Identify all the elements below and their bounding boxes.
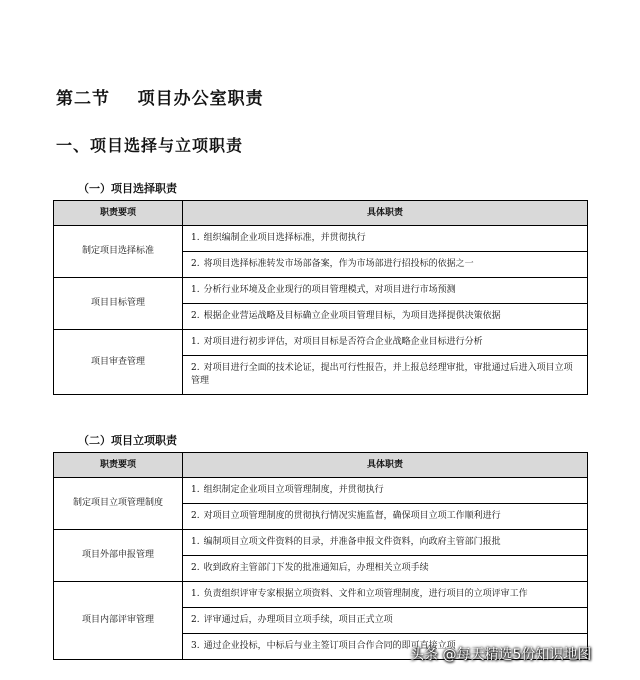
chapter-title: 一、项目选择与立项职责 bbox=[56, 136, 244, 155]
table-row bbox=[54, 530, 588, 556]
duty-category: 制定项目选择标准 bbox=[54, 226, 183, 278]
item-number: 1. bbox=[191, 485, 200, 495]
item-text: 编制项目立项文件资料的目录，并准备申报文件资料，向政府主管部门报批 bbox=[203, 537, 501, 547]
duty-category: 项目内部评审管理 bbox=[54, 582, 183, 660]
table-row bbox=[54, 582, 588, 608]
item-number: 1. bbox=[191, 337, 200, 347]
table-row bbox=[54, 330, 588, 356]
table-2-subtitle: （二）项目立项职责 bbox=[78, 434, 177, 447]
item-text: 组织编制企业项目选择标准，并贯彻执行 bbox=[203, 233, 366, 243]
duty-item bbox=[183, 278, 588, 304]
table-header-row bbox=[54, 453, 588, 478]
item-text: 对项目立项管理制度的贯彻执行情况实施监督，确保项目立项工作顺利进行 bbox=[203, 511, 501, 521]
item-number: 1. bbox=[191, 589, 200, 599]
item-text: 评审通过后，办理项目立项手续，项目正式立项 bbox=[203, 615, 393, 625]
duty-category: 项目审查管理 bbox=[54, 330, 183, 395]
table-row bbox=[54, 278, 588, 304]
watermark: 头条 @每天精选5份知识地图 bbox=[410, 647, 592, 663]
item-text: 对项目进行初步评估，对项目目标是否符合企业战略企业目标进行分析 bbox=[203, 337, 483, 347]
duty-category: 项目目标管理 bbox=[54, 278, 183, 330]
item-number: 2. bbox=[191, 563, 200, 573]
table-row bbox=[54, 226, 588, 252]
item-text: 收到政府主管部门下发的批准通知后，办理相关立项手续 bbox=[203, 563, 429, 573]
table-1-subtitle: （一）项目选择职责 bbox=[78, 182, 177, 195]
item-number: 1. bbox=[191, 537, 200, 547]
header-duty-detail: 具体职责 bbox=[183, 201, 588, 226]
item-text: 负责组织评审专家根据立项资料、文件和立项管理制度，进行项目的立项评审工作 bbox=[203, 589, 528, 599]
header-duty-item: 职责要项 bbox=[54, 453, 183, 478]
duty-item bbox=[183, 252, 588, 278]
table-row bbox=[54, 478, 588, 504]
header-duty-item: 职责要项 bbox=[54, 201, 183, 226]
duty-item bbox=[183, 556, 588, 582]
duty-item bbox=[183, 530, 588, 556]
duty-item bbox=[183, 356, 588, 395]
item-number: 2. bbox=[191, 511, 200, 521]
duty-item bbox=[183, 304, 588, 330]
item-number: 1. bbox=[191, 285, 200, 295]
item-text: 组织制定企业项目立项管理制度，并贯彻执行 bbox=[203, 485, 384, 495]
table-header-row bbox=[54, 201, 588, 226]
duty-item bbox=[183, 478, 588, 504]
item-number: 2. bbox=[191, 363, 200, 373]
item-text: 根据企业营运战略及目标确立企业项目管理目标，为项目选择提供决策依据 bbox=[203, 311, 501, 321]
duty-item bbox=[183, 582, 588, 608]
item-number: 2. bbox=[191, 311, 200, 321]
item-number: 2. bbox=[191, 615, 200, 625]
duty-item bbox=[183, 330, 588, 356]
duty-item bbox=[183, 504, 588, 530]
item-text: 对项目进行全面的技术论证，提出可行性报告，并上报总经理审批，审批通过后进入项目立项管理 bbox=[191, 363, 573, 386]
item-text: 通过企业投标，中标后与业主签订项目合作合同的即可直接立项 bbox=[203, 641, 456, 651]
item-text: 将项目选择标准转发市场部备案，作为市场部进行招投标的依据之一 bbox=[203, 259, 474, 269]
item-number: 3. bbox=[191, 641, 200, 651]
header-duty-detail: 具体职责 bbox=[183, 453, 588, 478]
item-number: 1. bbox=[191, 233, 200, 243]
project-selection-table bbox=[53, 200, 588, 395]
item-text: 分析行业环境及企业现行的项目管理模式，对项目进行市场预测 bbox=[203, 285, 456, 295]
duty-category: 制定项目立项管理制度 bbox=[54, 478, 183, 530]
duty-category: 项目外部申报管理 bbox=[54, 530, 183, 582]
duty-item bbox=[183, 608, 588, 634]
section-title: 第二节 项目办公室职责 bbox=[56, 89, 264, 109]
project-approval-table bbox=[53, 452, 588, 660]
item-number: 2. bbox=[191, 259, 200, 269]
duty-item bbox=[183, 226, 588, 252]
